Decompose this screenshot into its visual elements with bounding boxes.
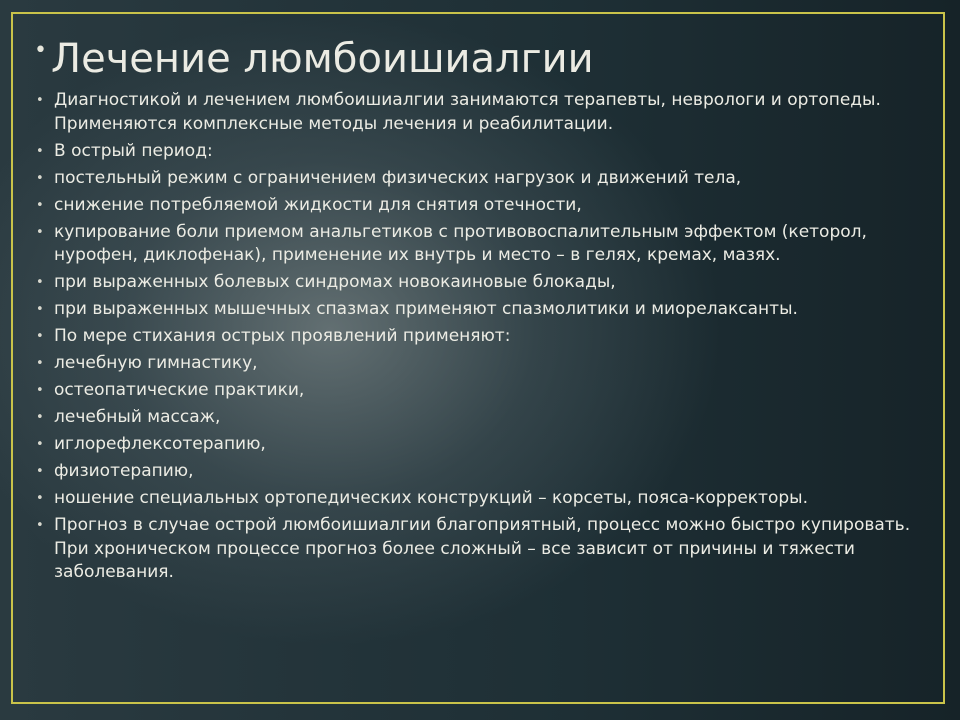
- list-item: [36, 352, 916, 376]
- list-item: [36, 271, 916, 295]
- list-item-text: при выраженных мышечных спазмах применяют спазмолитики и миорелаксанты.: [54, 299, 798, 319]
- bullet-icon: •: [36, 464, 44, 479]
- list-item-text: при выраженных болевых синдромах новокаиновые блокады,: [54, 272, 616, 292]
- list-item: [36, 221, 916, 268]
- bullet-icon: •: [36, 302, 44, 317]
- bullet-icon: •: [36, 93, 44, 108]
- list-item-text: В острый период:: [54, 140, 213, 161]
- list-item: [36, 379, 916, 403]
- list-item: [36, 140, 916, 164]
- list-item: [36, 89, 916, 136]
- list-item-text: остеопатические практики,: [54, 380, 305, 400]
- bullet-icon: •: [36, 143, 44, 159]
- list-item: [36, 325, 916, 349]
- title-bullet-icon: •: [34, 38, 47, 63]
- bullet-icon: •: [36, 170, 44, 186]
- bullet-icon: •: [36, 329, 44, 344]
- bullet-icon: •: [36, 518, 44, 533]
- list-item-text: Прогноз в случае острой люмбоишиалгии благоприятный, процесс можно быстро купировать. При хроническом процессе прогноз более сложный – все зависит от причины и тяжести заболевания.: [54, 515, 911, 582]
- list-item: [36, 433, 916, 457]
- list-item-text: снижение потребляемой жидкости для снятия отечности,: [54, 194, 582, 215]
- bullet-icon: •: [36, 491, 44, 506]
- list-item-text: купирование боли приемом анальгетиков с противовоспалительным эффектом (кеторол, нурофен, диклофенак), применение их внутрь и место – в гелях, кремах, мазях.: [54, 221, 867, 265]
- list-item: [36, 514, 916, 585]
- list-item-text: лечебный массаж,: [54, 407, 221, 427]
- bullet-icon: •: [36, 275, 44, 290]
- list-item: [36, 167, 916, 191]
- list-item: [36, 406, 916, 430]
- list-item: [36, 194, 916, 218]
- bullet-list: [36, 89, 916, 588]
- list-item-text: ношение специальных ортопедических конструкций – корсеты, пояса-корректоры.: [54, 488, 808, 508]
- list-item-text: Диагностикой и лечением люмбоишиалгии занимаются терапевты, неврологи и ортопеды. Применяются комплексные методы лечения и реабилитации.: [54, 90, 881, 134]
- bullet-icon: •: [36, 224, 44, 240]
- bullet-icon: •: [36, 383, 44, 398]
- list-item-text: По мере стихания острых проявлений применяют:: [54, 326, 511, 346]
- list-item-text: иглорефлексотерапию,: [54, 434, 266, 454]
- bullet-icon: •: [36, 410, 44, 425]
- slide-title: Лечение люмбоишиалгии: [50, 36, 594, 82]
- bullet-icon: •: [36, 437, 44, 452]
- bullet-icon: •: [36, 197, 44, 213]
- list-item-text: лечебную гимнастику,: [54, 353, 258, 373]
- list-item: [36, 460, 916, 484]
- list-item-text: физиотерапию,: [54, 461, 194, 481]
- list-item-text: постельный режим с ограничением физических нагрузок и движений тела,: [54, 167, 742, 188]
- list-item: [36, 487, 916, 511]
- list-item: [36, 298, 916, 322]
- bullet-icon: •: [36, 356, 44, 371]
- title-row: [34, 32, 594, 86]
